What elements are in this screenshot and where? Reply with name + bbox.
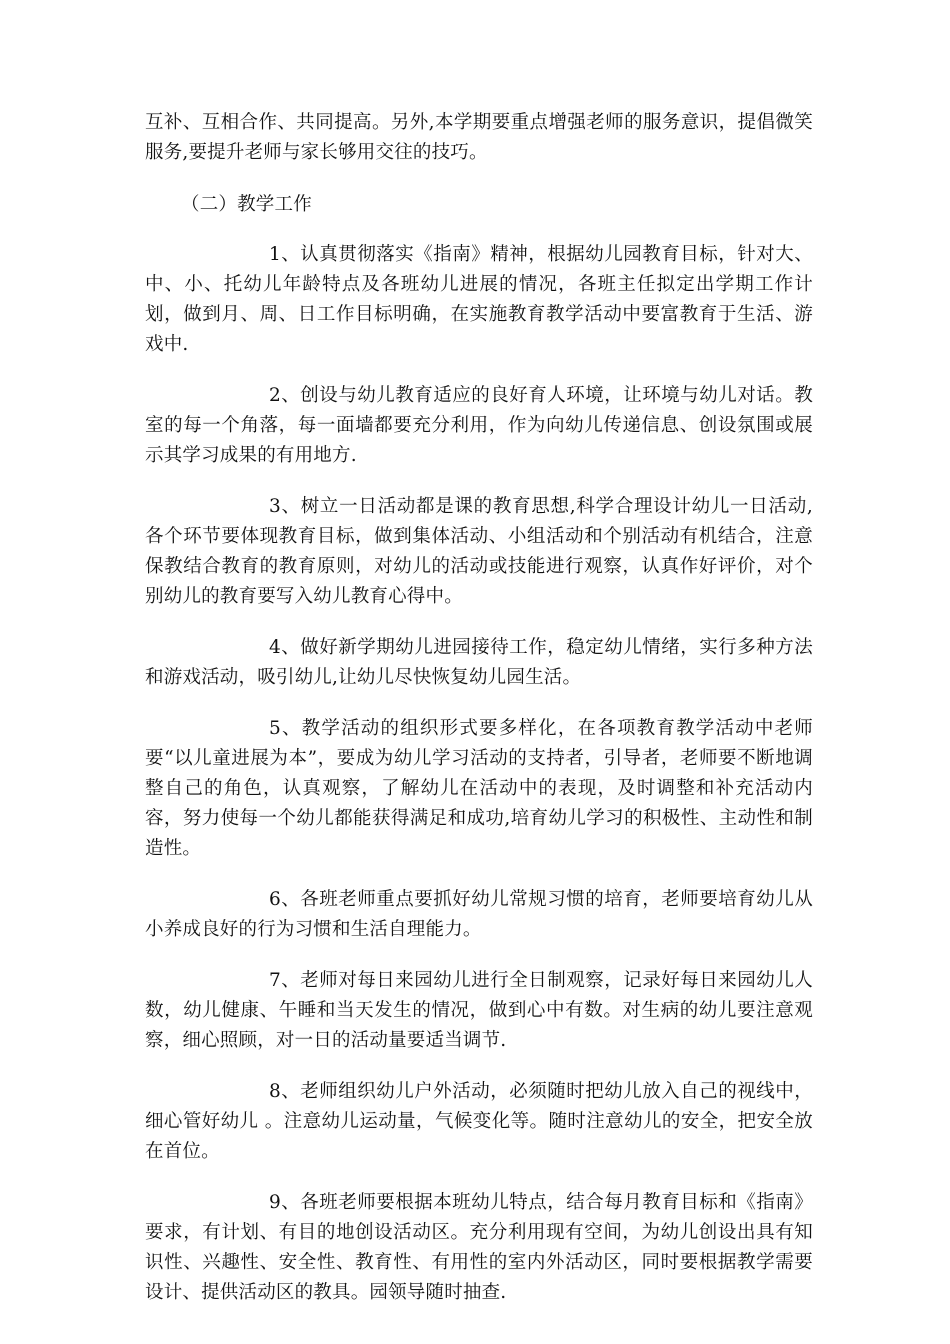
item-paragraph-6: 6、各班老师重点要抓好幼儿常规习惯的培育，老师要培育幼儿从小养成良好的行为习惯和生活自理能力。	[145, 889, 813, 940]
item-paragraph-9: 9、各班老师要根据本班幼儿特点，结合每月教育目标和《指南》要求，有计划、有目的地创设活动区。充分利用现有空间，为幼儿创设出具有知识性、兴趣性、安全性、教育性、有用性的室内外活动区，同时要根据教学需要设计、提供活动区的教具。园领导随时抽查.	[145, 1192, 813, 1303]
item-paragraph-7: 7、老师对每日来园幼儿进行全日制观察，记录好每日来园幼儿人数，幼儿健康、午睡和当天发生的情况，做到心中有数。对生病的幼儿要注意观察，细心照顾，对一日的活动量要适当调节.	[145, 970, 813, 1051]
item-paragraph-5: 5、教学活动的组织形式要多样化，在各项教育教学活动中老师要“以儿童进展为本”，要成为幼儿学习活动的支持者，引导者，老师要不断地调整自己的角色，认真观察，了解幼儿在活动中的表现，及时调整和补充活动内容，努力使每一个幼儿都能获得满足和成功,培育幼儿学习的积极性、主动性和制造性。	[145, 718, 813, 859]
section-heading: （二）教学工作	[181, 194, 312, 215]
item-paragraph-2: 2、创设与幼儿教育适应的良好育人环境，让环境与幼儿对话。教室的每一个角落，每一面墙都要充分利用，作为向幼儿传递信息、创设氛围或展示其学习成果的有用地方.	[145, 385, 813, 466]
item-paragraph-1: 1、认真贯彻落实《指南》精神，根据幼儿园教育目标，针对大、中、小、托幼儿年龄特点及各班幼儿进展的情况，各班主任拟定出学期工作计划，做到月、周、日工作目标明确，在实施教育教学活动中要富教育于生活、游戏中.	[145, 244, 813, 355]
document-page	[145, 108, 813, 1329]
intro-paragraph: 互补、互相合作、共同提高。另外,本学期要重点增强老师的服务意识，提倡微笑服务,要提升老师与家长够用交往的技巧。	[145, 112, 813, 163]
item-paragraph-4: 4、做好新学期幼儿进园接待工作，稳定幼儿情绪，实行多种方法和游戏活动，吸引幼儿,让幼儿尽快恢复幼儿园生活。	[145, 637, 813, 688]
item-paragraph-3: 3、树立一日活动都是课的教育思想,科学合理设计幼儿一日活动,各个环节要体现教育目标，做到集体活动、小组活动和个别活动有机结合，注意保教结合教育的教育原则，对幼儿的活动或技能进行观察，认真作好评价，对个别幼儿的教育要写入幼儿教育心得中。	[145, 496, 813, 607]
item-paragraph-8: 8、老师组织幼儿户外活动，必须随时把幼儿放入自己的视线中，细心管好幼儿 。注意幼儿运动量，气候变化等。随时注意幼儿的安全，把安全放在首位。	[145, 1081, 813, 1162]
